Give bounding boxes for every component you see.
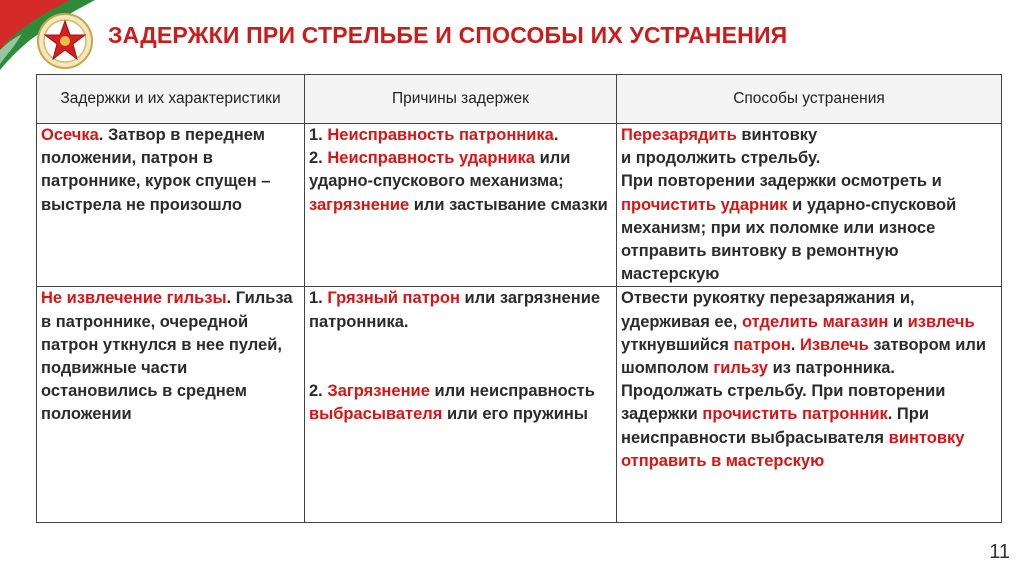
- cell-text: винтовку: [736, 126, 818, 144]
- header-delays: Задержки и их характеристики: [37, 75, 305, 124]
- cell-text: .: [790, 335, 800, 354]
- highlighted-text: прочистить ударник: [621, 195, 788, 214]
- highlighted-text: гильзу: [713, 359, 768, 378]
- table-row: [37, 124, 1002, 287]
- highlighted-text: загрязнение: [309, 195, 410, 214]
- cell-text: уткнувшийся: [621, 335, 734, 354]
- cell-text: и ударно-спусковой механизм; при их поломке или износе отправить винтовку в ремонтную мастерскую: [621, 195, 957, 284]
- cell-text: и: [888, 312, 908, 331]
- highlighted-text: винтовку отправить в мастерскую: [621, 428, 965, 470]
- highlighted-text: выбрасывателя: [309, 405, 443, 424]
- cell-text: или загрязнение патронника.: [309, 289, 601, 331]
- causes-cell: [305, 287, 617, 523]
- highlighted-text: Перезарядить: [621, 126, 737, 144]
- highlighted-text: Не извлечение гильзы: [41, 289, 227, 308]
- header-causes: Причины задержек: [305, 75, 617, 124]
- highlighted-text: Грязный патрон: [327, 289, 460, 308]
- cell-text: 2.: [309, 149, 328, 168]
- cell-text: . Затвор в переднем положении, патрон в патроннике, курок спущен – выстрела не произошло: [41, 126, 271, 214]
- highlighted-text: отделить магазин: [741, 312, 889, 331]
- cell-text: или ударно-спускового механизма;: [309, 149, 571, 191]
- cell-text: затвором или шомполом: [621, 335, 987, 378]
- cell-text: или застывание смазки: [409, 195, 608, 214]
- cell-text: или его пружины: [442, 405, 588, 424]
- highlighted-text: Извлечь: [799, 335, 869, 354]
- malfunctions-table: [36, 74, 1002, 523]
- delay-cell: [37, 287, 305, 523]
- cell-text: из патронника. Продолжать стрельбу. При повторении задержки: [621, 359, 946, 424]
- highlighted-text: извлечь: [907, 312, 975, 331]
- remedy-cell: [617, 124, 1002, 287]
- highlighted-text: Неисправность патронника: [327, 126, 554, 144]
- highlighted-text: прочистить патронник: [702, 405, 888, 424]
- cell-text: .: [553, 126, 559, 144]
- cell-text: 2.: [309, 381, 328, 400]
- table-header-row: [37, 75, 1002, 124]
- cell-text: При повторении задержки осмотреть и: [621, 172, 942, 191]
- cell-text: . При неисправности выбрасывателя: [621, 405, 929, 447]
- causes-cell: [305, 124, 617, 287]
- delay-cell: [37, 124, 305, 287]
- cell-text: 1.: [309, 289, 328, 308]
- page-title: ЗАДЕРЖКИ ПРИ СТРЕЛЬБЕ И СПОСОБЫ ИХ УСТРАНЕНИЯ: [108, 22, 788, 48]
- cell-text: Отвести рукоятку перезаряжания и, удерживая ее,: [621, 289, 915, 331]
- cell-text: или неисправность: [429, 381, 595, 400]
- highlighted-text: Загрязнение: [327, 381, 430, 400]
- header-remedies: Способы устранения: [617, 75, 1002, 124]
- remedy-cell: [617, 287, 1002, 523]
- page-number: 11: [989, 541, 1010, 563]
- cell-text: . Гильза в патроннике, очередной патрон уткнулся в нее пулей, подвижные части остановились в среднем положении: [41, 289, 293, 424]
- table-row: [37, 287, 1002, 523]
- red-star-emblem-icon: [36, 12, 94, 70]
- cell-text: 1.: [309, 126, 328, 144]
- cell-text: и продолжить стрельбу.: [621, 149, 821, 168]
- highlighted-text: Осечка: [41, 126, 99, 144]
- highlighted-text: Неисправность ударника: [327, 149, 535, 168]
- highlighted-text: патрон: [733, 335, 791, 354]
